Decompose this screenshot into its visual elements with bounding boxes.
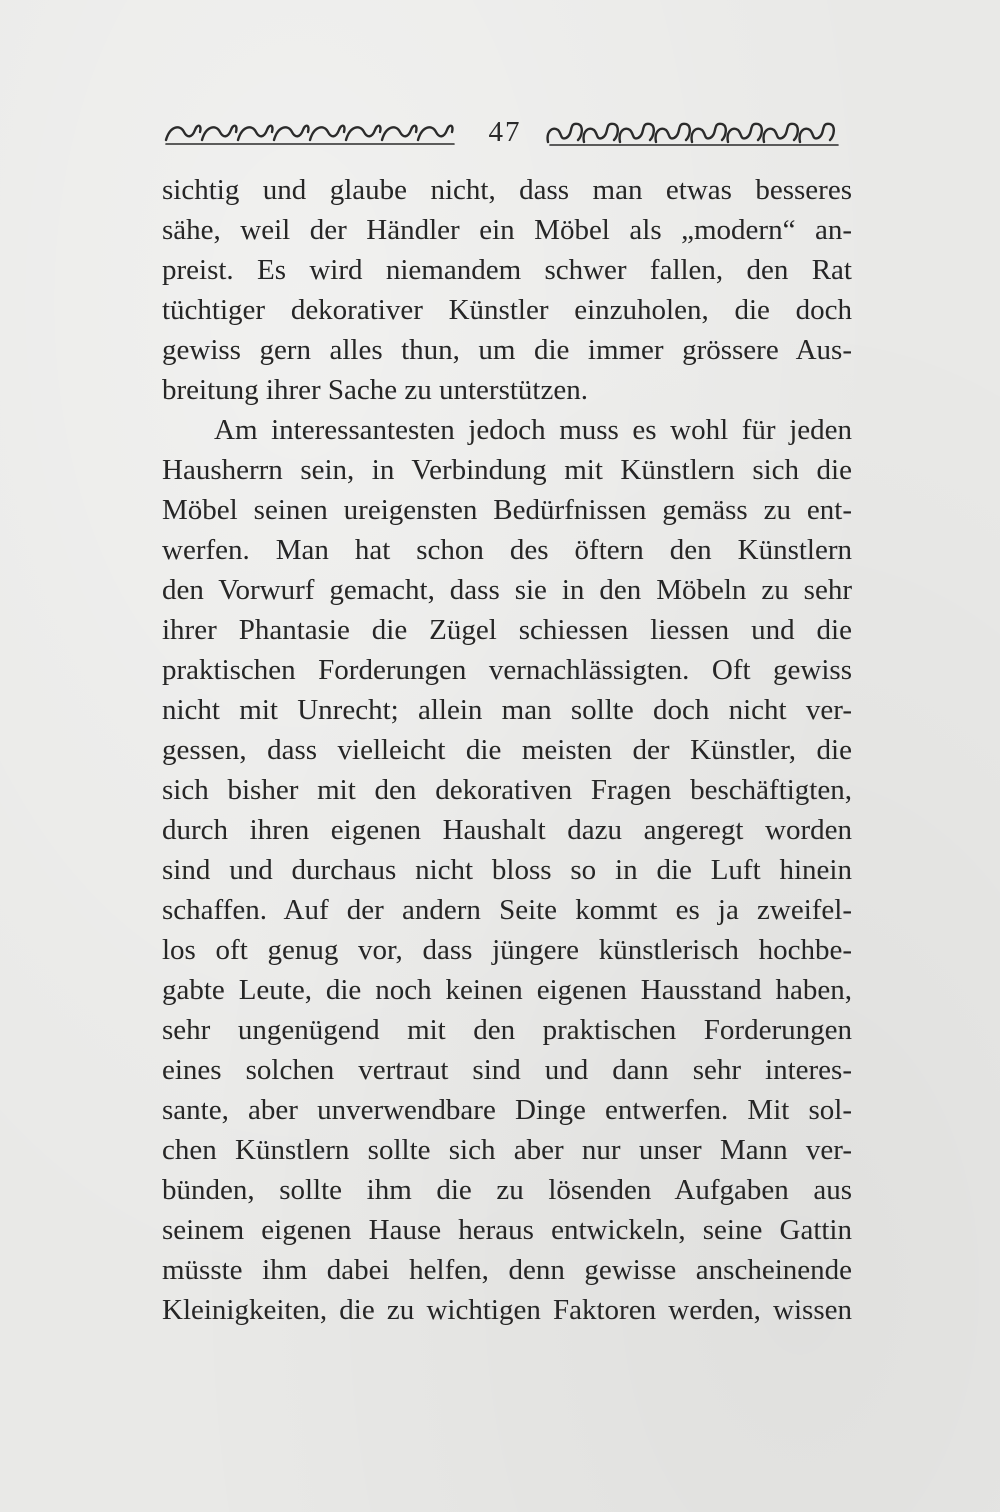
running-header [160, 112, 850, 152]
page-number: 47 [488, 116, 522, 148]
text-line: praktischen Forderungen vernachlässigten. Oft gewiss [162, 654, 852, 686]
text-line: breitung ihrer Sache zu unterstützen. [162, 374, 588, 406]
scroll-ornament-icon [162, 118, 458, 148]
text-line: eines solchen vertraut sind und dann sehr interes- [162, 1054, 852, 1086]
text-line: werfen. Man hat schon des öftern den Künstlern [162, 534, 852, 566]
text-line: seinem eigenen Hause heraus entwickeln, seine Gattin [162, 1214, 852, 1246]
text-line: Am interessantesten jedoch muss es wohl für jeden [214, 414, 852, 446]
scroll-ornament-icon [544, 118, 844, 148]
text-line: sind und durchaus nicht bloss so in die Luft hinein [162, 854, 852, 886]
text-line: Kleinigkeiten, die zu wichtigen Faktoren werden, wissen [162, 1294, 852, 1326]
text-line: gabte Leute, die noch keinen eigenen Hausstand haben, [162, 974, 852, 1006]
text-line: sich bisher mit den dekorativen Fragen beschäftigten, [162, 774, 852, 806]
text-line: nicht mit Unrecht; allein man sollte doch nicht ver- [162, 694, 852, 726]
text-line: durch ihren eigenen Haushalt dazu angeregt worden [162, 814, 852, 846]
text-line: sichtig und glaube nicht, dass man etwas besseres [162, 174, 852, 206]
text-line: Hausherrn sein, in Verbindung mit Künstlern sich die [162, 454, 852, 486]
text-line: los oft genug vor, dass jüngere künstlerisch hochbe- [162, 934, 852, 966]
text-line: gewiss gern alles thun, um die immer grössere Aus- [162, 334, 852, 366]
text-line: preist. Es wird niemandem schwer fallen, den Rat [162, 254, 852, 286]
text-line: tüchtiger dekorativer Künstler einzuholen, die doch [162, 294, 852, 326]
text-line: sehr ungenügend mit den praktischen Forderungen [162, 1014, 852, 1046]
text-line: ihrer Phantasie die Zügel schiessen liessen und die [162, 614, 852, 646]
text-line: gessen, dass vielleicht die meisten der Künstler, die [162, 734, 852, 766]
text-line: schaffen. Auf der andern Seite kommt es ja zweifel- [162, 894, 852, 926]
text-line: den Vorwurf gemacht, dass sie in den Möbeln zu sehr [162, 574, 852, 606]
text-line: chen Künstlern sollte sich aber nur unser Mann ver- [162, 1134, 852, 1166]
text-line: sante, aber unverwendbare Dinge entwerfen. Mit sol- [162, 1094, 852, 1126]
text-line: Möbel seinen ureigensten Bedürfnissen gemäss zu ent- [162, 494, 852, 526]
text-line: müsste ihm dabei helfen, denn gewisse anscheinende [162, 1254, 852, 1286]
text-line: sähe, weil der Händler ein Möbel als „modern“ an- [162, 214, 852, 246]
text-line: bünden, sollte ihm die zu lösenden Aufgaben aus [162, 1174, 852, 1206]
body-text [162, 170, 852, 1330]
